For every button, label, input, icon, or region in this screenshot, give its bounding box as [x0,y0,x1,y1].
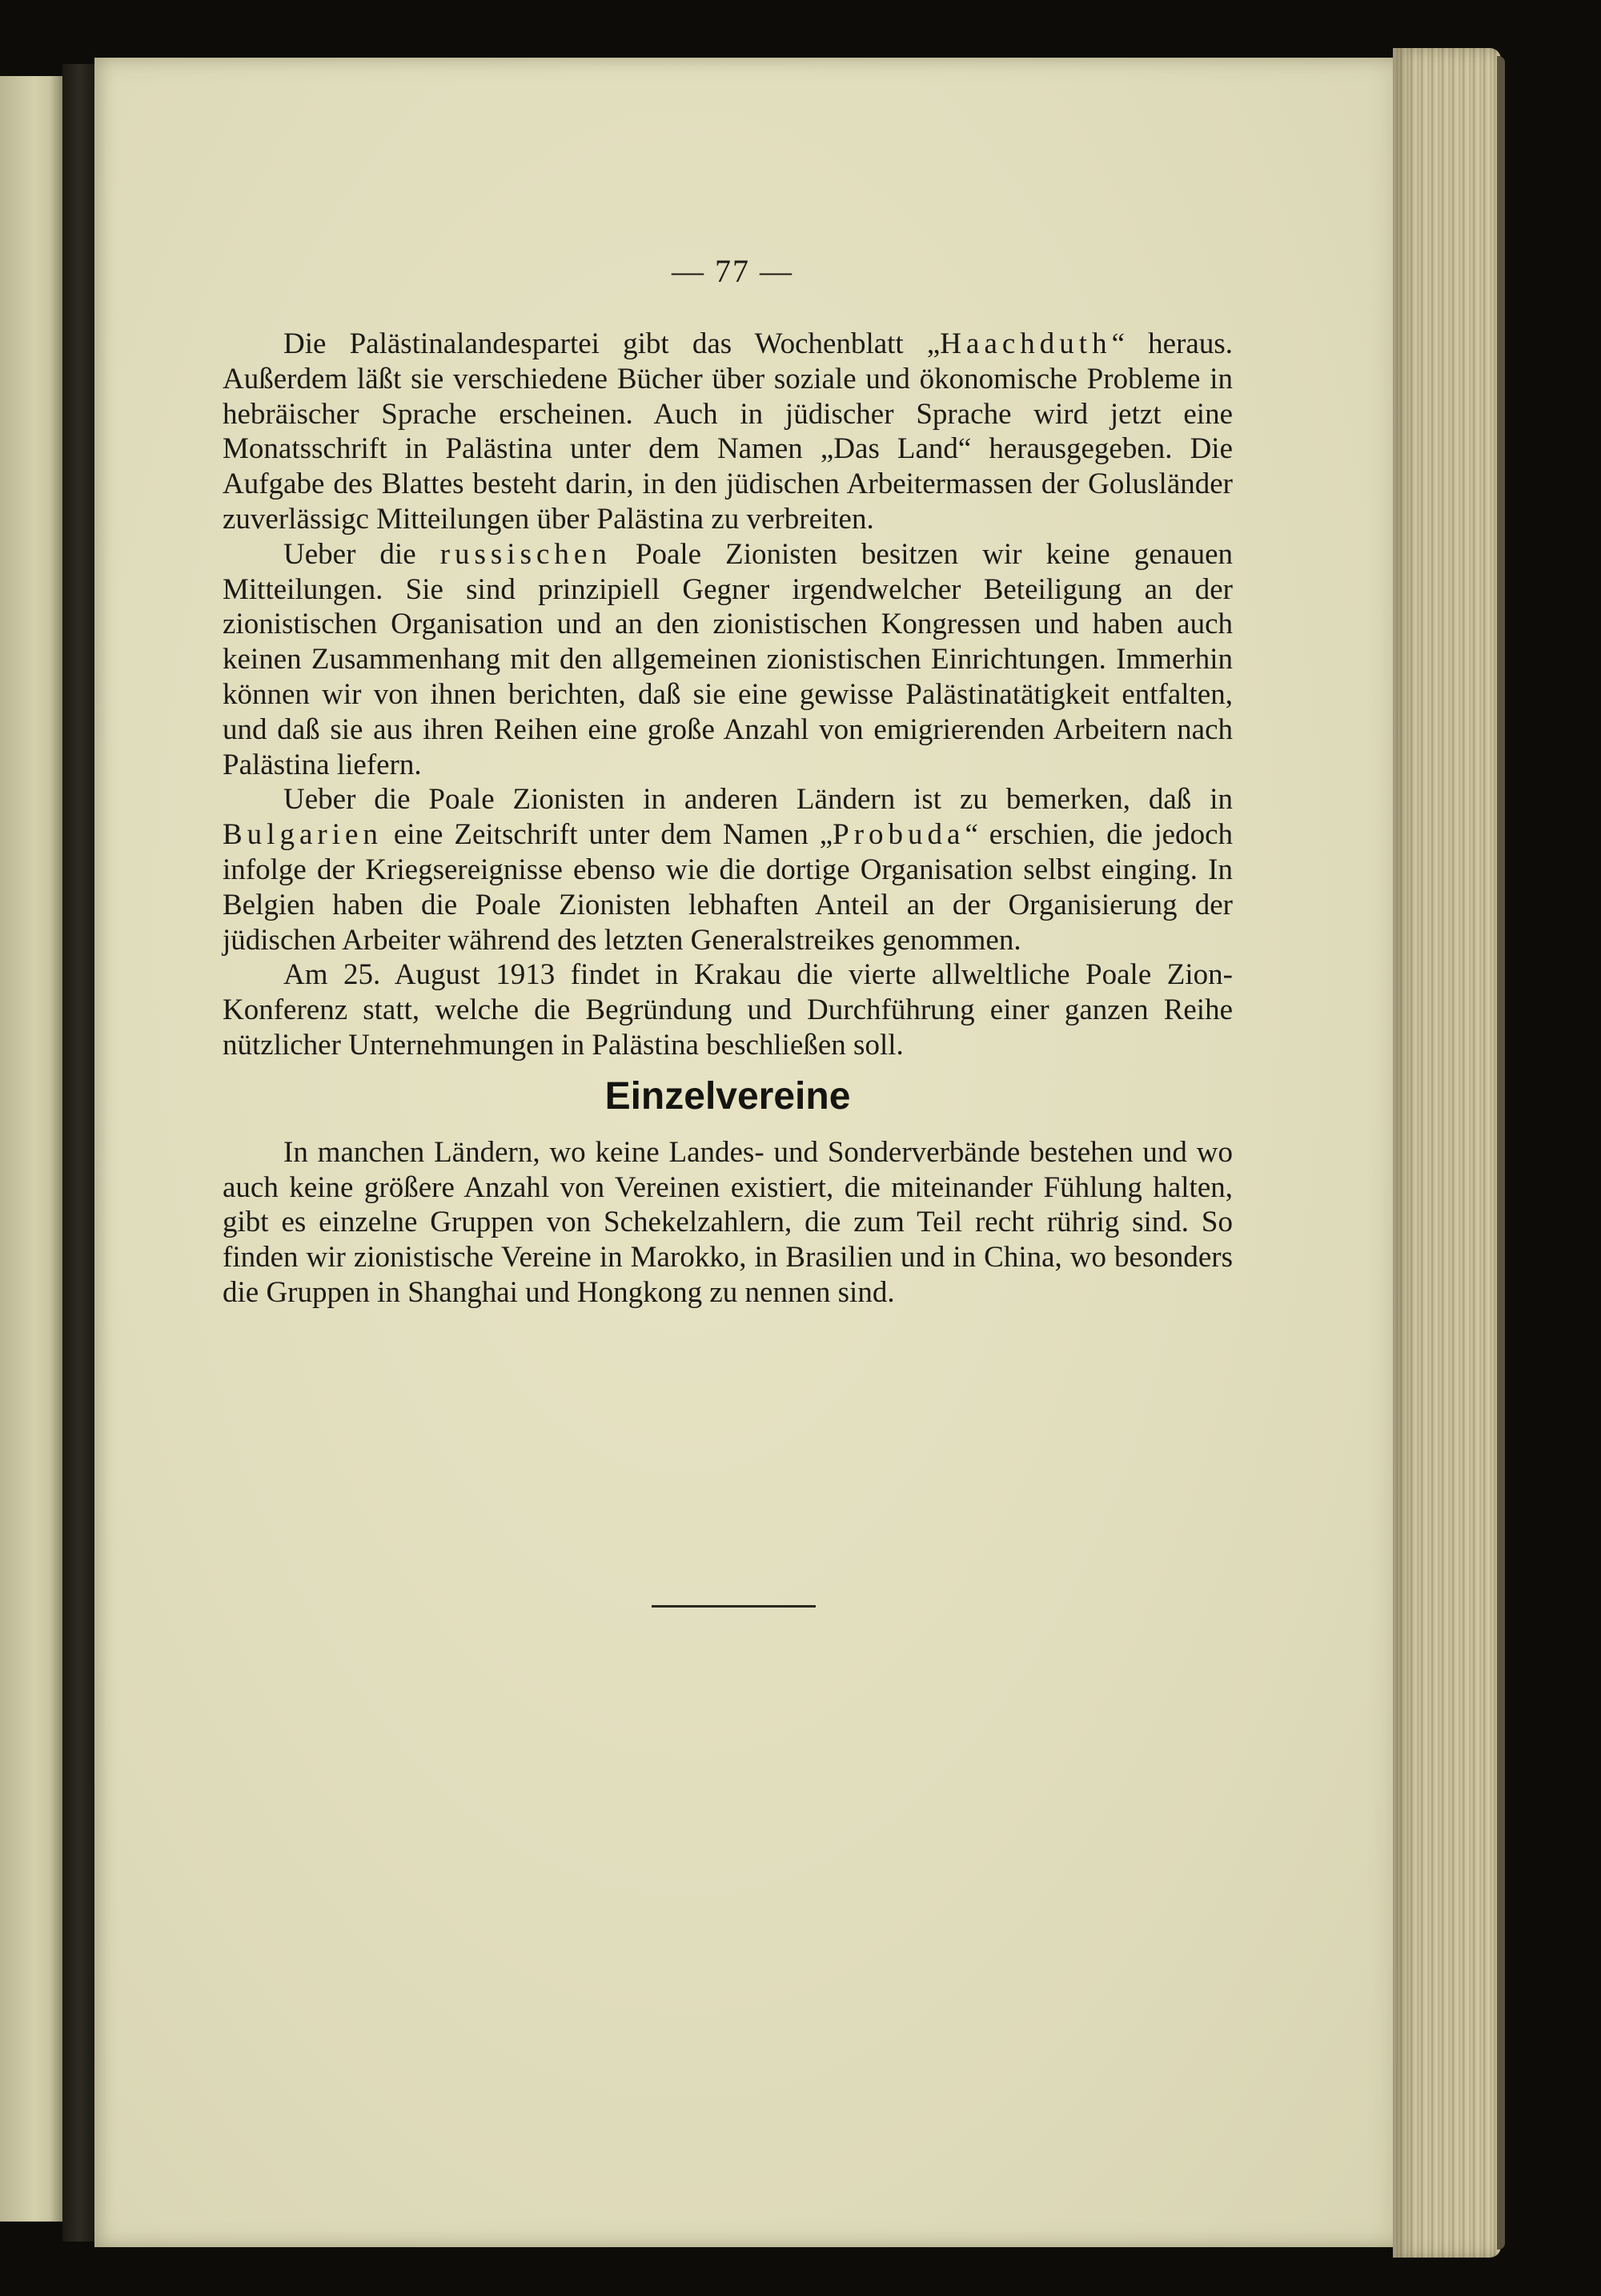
end-rule [652,1605,816,1608]
paragraph-2 [223,537,1233,783]
paragraph-3-after: “ erschien, die jedoch infolge der Kriegsereignisse ebenso wie die dortige Organisation selbst einging. In Belgien haben die Poale Zionisten lebhaften Anteil an der Organisierung der jüdischen Arbeiter während des letzten Generalstreikes genommen. [223,818,1233,957]
page-edges-shadow [1497,56,1505,2250]
book-gutter [62,64,96,2242]
paragraph-1-before: Die Palästinalandespartei gibt das Wochenblatt „ [283,327,941,360]
page-body [223,327,1233,1311]
paragraph-2-spaced: russischen [439,537,612,571]
paragraph-3-spaced-2: Probuda [833,818,965,852]
paragraph-3-middle: eine Zeitschrift unter dem Namen „ [382,818,833,852]
section-paragraph: In manchen Ländern, wo keine Landes- und Sonderverbände bestehen und wo auch keine größere Anzahl von Vereinen existiert, die miteinander Fühlung halten, gibt es einzelne Gruppen von Schekelzahlern, die zum Teil recht rührig sind. So finden wir zionistische Vereine in Marokko, in Brasilien und in China, wo besonders die Gruppen in Shanghai und Hongkong zu nennen sind. [223,1135,1233,1309]
page-edges-stack [1393,48,1501,2258]
paragraph-4: Am 25. August 1913 findet in Krakau die vierte allweltliche Poale Zion-Konferenz statt, welche die Begründung und Durchführung einer ganzen Reihe nützlicher Unternehmungen in Palästina beschließen soll. [223,958,1233,1062]
page-number: — 77 — [672,253,793,289]
paragraph-2-before: Ueber die [283,537,440,571]
paragraph-1-spaced: Haachduth [940,327,1112,360]
section-heading: Einzelvereine [604,1074,851,1118]
paragraph-3-before: Ueber die Poale Zionisten in anderen Ländern ist zu bemerken, daß in [283,783,1233,817]
paragraph-1-after: “ heraus. Außerdem läßt sie verschiedene Bücher über soziale und ökonomische Probleme in hebräischer Sprache erscheinen. Auch in jüdischer Sprache wird jetzt eine Monatsschrift in Palästina unter dem Namen „Das Land“ herausgegeben. Die Aufgabe des Blattes besteht darin, in den jüdischen Arbeitermassen der Golusländer zuverlässigc Mitteilungen über Palästina zu verbreiten. [223,327,1233,536]
paragraph-1 [223,327,1233,537]
left-page-edge [0,76,62,2222]
paragraph-2-after: Poale Zionisten besitzen wir keine genauen Mitteilungen. Sie sind prinzipiell Gegner irgendwelcher Beteiligung an der zionistischen Organisation und an den zionistischen Kongressen und haben auch keinen Zusammenhang mit den allgemeinen zionistischen Einrichtungen. Immerhin können wir von ihnen berichten, daß sie eine gewisse Palästinatätigkeit entfalten, und daß sie aus ihren Reihen eine große Anzahl von emigrierenden Arbeitern nach Palästina liefern. [223,537,1234,781]
paragraph-3 [223,782,1233,957]
paragraph-3-spaced: Bulgarien [223,818,383,852]
